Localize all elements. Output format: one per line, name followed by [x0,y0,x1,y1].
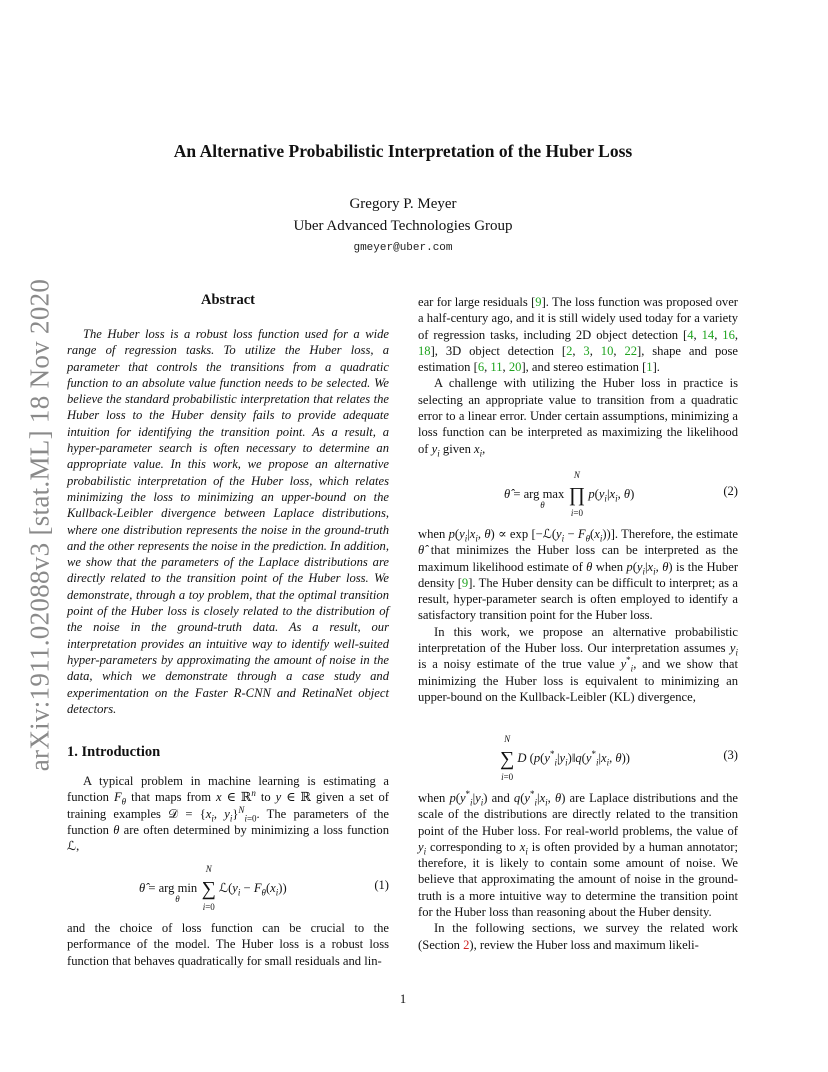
equation-1: θ̂ = arg $\min_\theta$ N ∑ i=0 $ℒ(y_i - F_\theta(x_i))$ (1) [139,864,389,912]
abstract-heading: Abstract [201,292,255,308]
author-name: Gregory P. Meyer [349,196,457,212]
arxiv-side-stamp: arXiv:1911.02088v3 [stat.ML] 18 Nov 2020 [24,278,55,772]
page-number: 1 [399,992,407,1006]
author-email[interactable]: gmeyer@uber.com [353,242,453,254]
equation-number: (2) [723,484,738,498]
abstract-paragraph: The Huber loss is a robust loss function used for a wide range of regression tasks. To utilize the Huber loss, a parameter that controls the transitions from a quadratic function to an absolute value function needs to be selected. We believe the standard probabilistic interpretation that relates the Huber loss to the Huber density fails to provide adequate intuition for identifying the transition point. As a result, a hyper-parameter search is often necessary to determine an appropriate value. In this work, we propose an alternative probabilistic interpretation of the Huber loss, which relates minimizing the loss to minimizing an upper-bound on the Kullback-Leibler divergence between Laplace distributions, where one distribution represents the noise in the ground-truth and the other represents the noise in the prediction. In addition, we show that the parameters of the Laplace distributions are directly related to the transition point of the Huber loss. We demonstrate, through a toy problem, that the optimal transition point of the Huber loss is closely related to the distribution of the noise in the ground-truth data. As a result, our interpretation provides an intuitive way to identify well-suited hyper-parameters by approximating the amount of noise in the data, which we demonstrate through a case study and experimentation on the Faster R-CNN and RetinaNet object detectors. [67,327,389,716]
equation-2: θ̂ = arg $\max_\theta$ N ∏ i=0 $p(y_i|x_i$, θ) (2) [504,470,738,518]
equation-number: (3) [723,748,738,762]
intro-paragraph-2: and the choice of loss function can be crucial to the performance of the model. The Huber loss is a robust loss function that behaves quadratically for small residuals and lin- [67,921,389,968]
column2-paragraph-2: A challenge with utilizing the Huber loss in practice is selecting an appropriate value to transition from a quadratic error to a linear error. Under certain assumptions, minimizing a loss function can be interpreted as maximizing the likelihood of [418,376,738,456]
section-heading-introduction: 1. Introduction [67,744,161,760]
equation-3: N ∑ i=0 D ($p(y^*_i|y_i)‖q(y^*_i|x_i$, θ)) (3) [500,734,738,782]
equation-number: (1) [374,878,389,892]
author-affiliation: Uber Advanced Technologies Group [293,218,513,234]
column2-paragraph-1: ear for large residuals [9]. The loss function was proposed over a half-century ago, and it is still widely used today for a variety of regression tasks, including 2D object detection [4, 14, 16, 18], 3D object detection [2, 3, 10, 22], shape and pose estimation [6, 11, 20], and stereo estimation [1]. A challenge with utilizing the Huber loss in practice is selecting an appropriate value to transition from a quadratic error to a linear error. Under certain assumptions, minimizing a loss function can be interpreted as maximizing the likelihood of $y_i$ given $x_i$, [418,295,739,459]
paper-title: An Alternative Probabilistic Interpretation of the Huber Loss [173,141,633,161]
abstract-body [67,326,389,717]
column2-paragraph-3: when $p(y_i|x_i$, $\theta) \propto \exp [-ℒ(y_i - F_\theta(x_i))]$. Therefore, the estimate θ̂ that minimizes the Huber loss can be interpreted as the maximum likelihood estimate of θ when $p(y_i|x_i$, θ) is the Huber density [9]. The Huber density can be difficult to interpret; as a result, hyper-parameter search is often employed to identify a satisfactory transition point for the Huber loss. In this work, we propose an alternative probabilistic interpretation of the Huber loss. Our interpretation assumes $y_i$ is a noisy estimate of the true value $y^*_i$, and we show that minimizing the Huber loss is equivalent to minimizing an upper-bound on the Kullback-Leibler (KL) divergence, [418,527,739,704]
intro-paragraph-1: A typical problem in machine learning is estimating a function $F_\theta$ that maps from x ∈ ℝ$^n$ to y ∈ ℝ given a set of training examples 𝒟 = {$x_i$, $y_i\}^N_{i=0}$. The parameters of the function θ are often determined by minimizing a loss function ℒ, [67,774,390,854]
column2-paragraph-4: when $p(y^*_i|y_i)$ and $q(y^*_i|x_i$, θ) are Laplace distributions and the scale of the distributions are directly related to the transition point of the Huber loss. For real-world problems, the value of $y_i$ corresponding to $x_i$ is often provided by a human annotator; therefore, it is likely to contain some amount of noise. We believe that approximating the amount of noise in the ground-truth is a more intuitive way to determine the transition point for the Huber loss than reasoning about the Huber density. In the following sections, we survey the related work (Section 2), review the Huber loss and maximum likeli- [418,788,738,952]
